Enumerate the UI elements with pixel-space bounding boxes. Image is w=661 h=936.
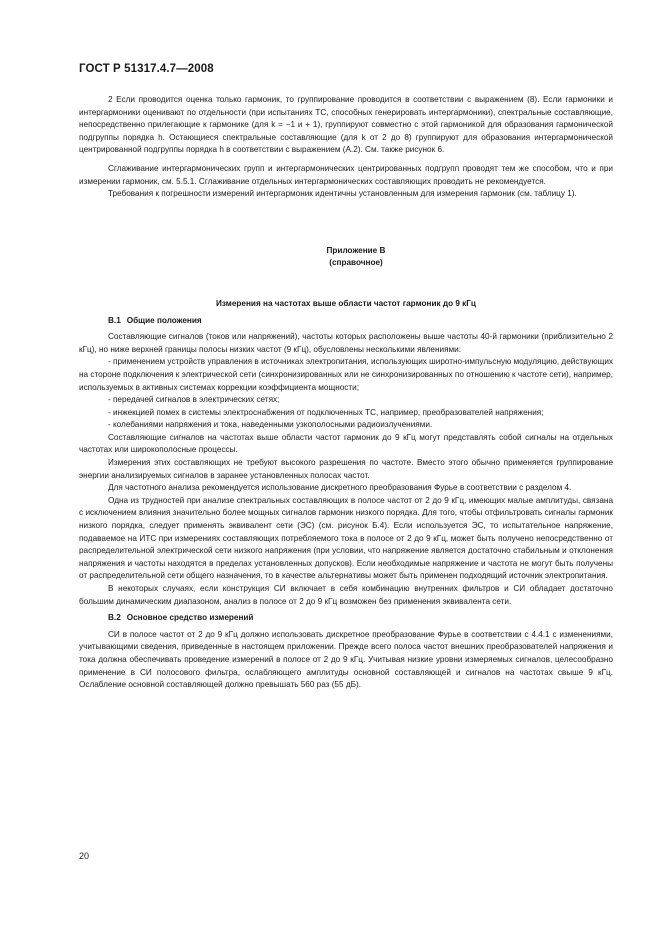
paragraph: Измерения этих составляющих не требуют высокого разрешения по частоте. Вместо этого обычно применяется группирование энергии анализируемых сигналов в заранее установленных полосах частот. <box>79 458 613 480</box>
list-item: - колебаниями напряжения и тока, наведенными узкополосными радиоизлучениями. <box>108 420 433 430</box>
paragraph: Одна из трудностей при анализе спектральных составляющих в полосе частот от 2 до 9 кГц, имеющих малые амплитуды, связана с исключением влияния значительно более мощных сигналов гармоник низкого порядка. Для того, чтобы отфильтровать сигналы гармоник низкого порядка, следует применять эквивалент сети (ЭС) (см. рисунок Б.4). Если используется ЭС, то испытательное напряжение, подаваемое на ИТС при измерениях составляющих потребляемого тока в полосе от 2 до 9 кГц, может быть получено непосредственно от распределительной электрической сети низкого напряжения (при условии, что напряжение является достаточно стабильным и отклонения напряжения и частоты находятся в пределах установленных допусков). Если необходимые напряжение и частота не могут быть получены от распределительной сети общего назначения, то в качестве альтернативы может быть применен подходящий источник электропитания. <box>79 495 613 581</box>
paragraph: Требования к погрешности измерений интергармоник идентичны установленным для измерения гармоник (см. таблицу 1). <box>108 189 577 199</box>
list-item: - инжекцией помех в системы электроснабжения от подключенных ТС, например, преобразователей напряжения; <box>108 407 544 417</box>
paragraph: В некоторых случаях, если конструкция СИ включает в себя комбинацию внутренних фильтров и СИ обладает достаточно большим динамическим диапазоном, анализ в полосе от 2 до 9 кГц возможен без применения эквивалента сети. <box>79 584 613 606</box>
paragraph: 2 Если проводится оценка только гармоник, то группирование проводится в соответствии с выражением (8). Если гармоники и интергармоники оценивают по отдельности (при испытаниях ТС, способных генерировать интергармоники), спектральные составляющие, непосредственно прилегающие к гармонике (для k = −1 и + 1), группируют совместно с этой гармоникой для образования гармонической подгруппы порядка h. Остающиеся спектральные составляющие (для k от 2 до 8) группируют для образования интергармонической центрированной подгруппы порядка h в соответствии с выражением (А.2). См. также рисунок 6. <box>79 95 613 155</box>
appendix-title: Приложение В <box>326 245 386 255</box>
section-number: В.2 <box>108 613 121 623</box>
page-number: 20 <box>79 851 90 861</box>
section-heading-b2 <box>79 612 613 625</box>
section-heading-b1 <box>79 315 613 328</box>
paragraph: Для частотного анализа рекомендуется использование дискретного преобразования Фурье в соответствии с разделом 4. <box>108 483 572 493</box>
paragraph: Составляющие сигналов (токов или напряжений), частоты которых расположены выше частоты 40-й гармоники (приблизительно 2 кГц), но ниже верхней границы полосы низких частот (9 кГц), обусловлены несколькими явлениями: <box>79 332 613 354</box>
section-title: Общие положения <box>126 315 202 325</box>
document-header: ГОСТ Р 51317.4.7—2008 <box>79 63 214 75</box>
paragraph: Составляющие сигналов на частотах выше области частот гармоник до 9 кГц могут представлять собой сигналы на отдельных частотах или широкополосные процессы. <box>79 432 613 455</box>
appendix-heading: Измерения на частотах выше области частот гармоник до 9 кГц <box>216 298 476 308</box>
paragraph: Сглаживание интергармонических групп и интергармонических центрированных подгрупп проводят тем же способом, что и при измерении гармоник, см. 5.5.1. Сглаживание отдельных интергармонических составляющих проводить не рекомендуется. <box>79 163 613 186</box>
list-item: - передачей сигналов в электрических сетях; <box>108 395 280 405</box>
section-number: В.1 <box>108 315 121 325</box>
list-item: - применением устройств управления в источниках электропитания, использующих широтно-импульсную модуляцию, действующих на стороне подключения к электрической сети (синхронизированных или не синхронизированных по отношению к частоте сети), например, используемых в активных системах коррекции коэффициента мощности; <box>79 357 613 392</box>
appendix-subtitle: (справочное) <box>329 258 383 268</box>
paragraph: СИ в полосе частот от 2 до 9 кГц должно использовать дискретное преобразование Фурье в соответствии с 4.4.1 с изменениями, учитывающими сведения, приведенные в настоящем приложении. Прежде всего полоса частот внешних преобразователей напряжения и тока должна обеспечивать проведение измерений в полосе от 2 до 9 кГц. Учитывая низкие уровни измеряемых сигналов, целесообразно применение в СИ полосового фильтра, ослабляющего амплитуды основной составляющей и сигналов на частотах свыше 9 кГц. Ослабление основной составляющей должно превышать 560 раз (55 дБ). <box>79 629 613 690</box>
page-content <box>79 94 613 692</box>
section-title: Основное средство измерений <box>126 613 254 623</box>
